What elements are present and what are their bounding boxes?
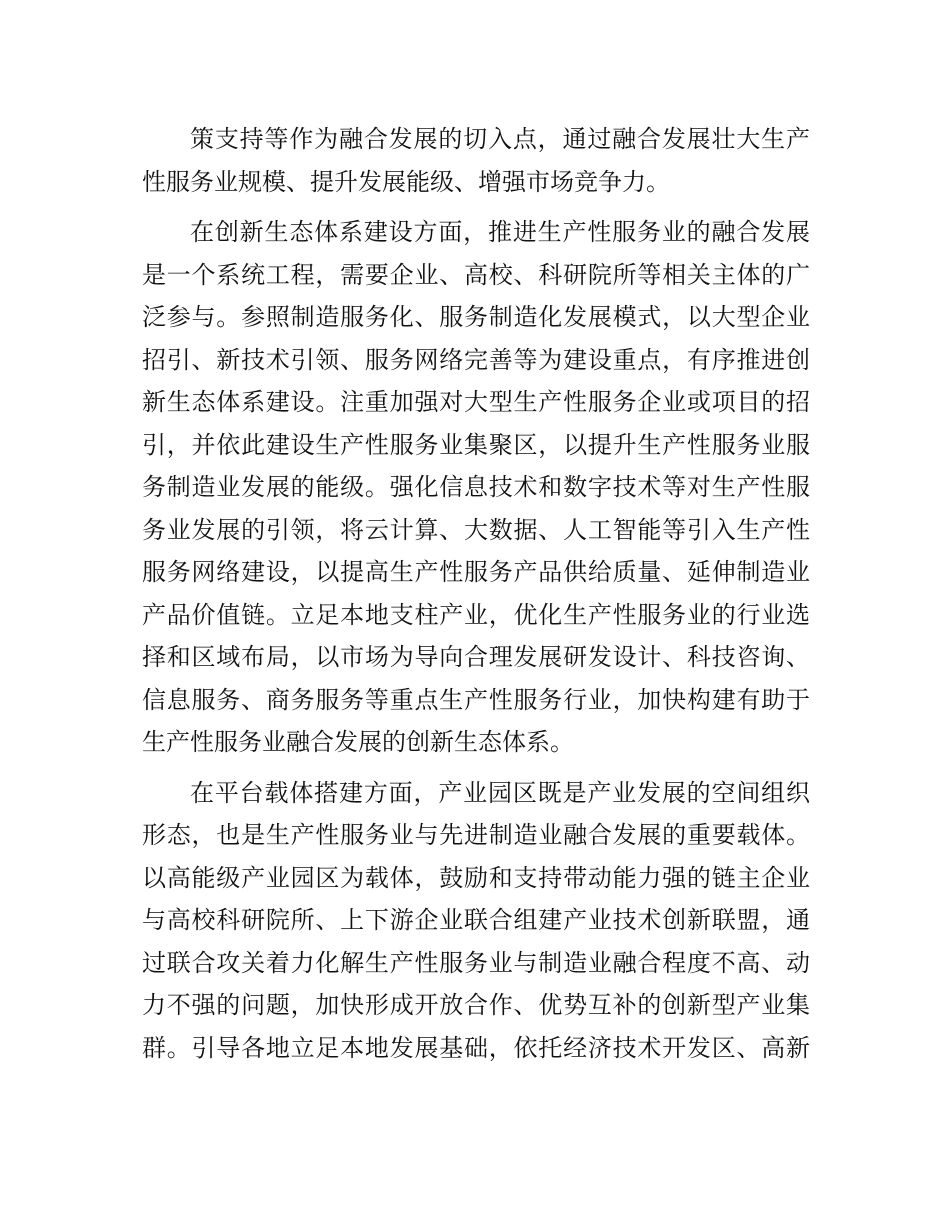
text-line: 性服务业规模、提升发展能级、增强市场竞争力。 <box>142 167 670 196</box>
paragraph-1 <box>142 118 810 203</box>
paragraph-3 <box>142 772 810 1070</box>
text-line: 泛参与。参照制造服务化、服务制造化发展模式，以大型企业 <box>142 303 810 331</box>
text-line: 招引、新技术引领、服务网络完善等为建设重点，有序推进创 <box>142 345 810 374</box>
text-line: 务业发展的引领，将云计算、大数据、人工智能等引入生产性 <box>142 515 810 544</box>
text-line: 过联合攻关着力化解生产性服务业与制造业融合程度不高、动 <box>142 948 810 977</box>
text-line: 信息服务、商务服务等重点生产性服务行业，加快构建有助于 <box>142 685 810 714</box>
text-line: 生产性服务业融合发展的创新生态体系。 <box>142 728 574 756</box>
paragraph-2 <box>142 211 810 764</box>
text-line: 以高能级产业园区为载体，鼓励和支持带动能力强的链主企业 <box>142 863 810 892</box>
text-line: 策支持等作为融合发展的切入点，通过融合发展壮大生产 <box>190 125 810 153</box>
text-line: 产品价值链。立足本地支柱产业，优化生产性服务业的行业选 <box>142 600 810 629</box>
text-line: 力不强的问题，加快形成开放合作、优势互补的创新型产业集 <box>142 991 810 1019</box>
text-line: 务制造业发展的能级。强化信息技术和数字技术等对生产性服 <box>142 473 810 501</box>
text-line: 是一个系统工程，需要企业、高校、科研院所等相关主体的广 <box>142 260 810 289</box>
text-line: 引，并依此建设生产性服务业集聚区，以提升生产性服务业服 <box>142 430 810 459</box>
text-line: 形态，也是生产性服务业与先进制造业融合发展的重要载体。 <box>142 821 810 849</box>
text-line: 新生态体系建设。注重加强对大型生产性服务企业或项目的招 <box>142 388 810 416</box>
text-line: 在创新生态体系建设方面，推进生产性服务业的融合发展 <box>190 218 810 246</box>
text-line: 择和区域布局，以市场为导向合理发展研发设计、科技咨询、 <box>142 643 810 671</box>
text-line: 与高校科研院所、上下游企业联合组建产业技术创新联盟，通 <box>142 906 810 934</box>
text-line: 群。引导各地立足本地发展基础，依托经济技术开发区、高新 <box>142 1033 810 1062</box>
document-body <box>142 118 810 1069</box>
text-line: 服务网络建设，以提高生产性服务产品供给质量、延伸制造业 <box>142 558 810 586</box>
text-line: 在平台载体搭建方面，产业园区既是产业发展的空间组织 <box>190 778 810 807</box>
